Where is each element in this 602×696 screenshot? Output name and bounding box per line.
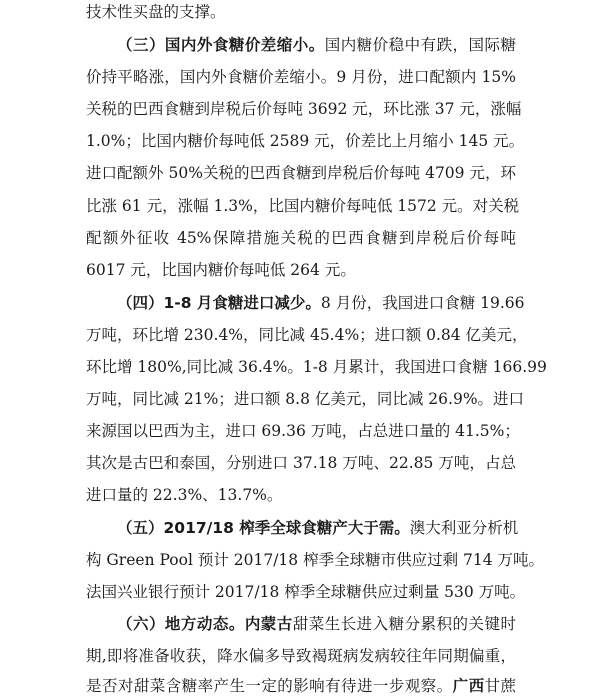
- section-heading: （五）2017/18 榨季全球食糖产大于需。: [117, 519, 410, 537]
- section-heading-line: （六）地方动态。内蒙古甜菜生长进入糖分累积的关键时: [117, 615, 516, 633]
- text-line: 法国兴业银行预计 2017/18 榨季全球糖供应过剩量 530 万吨。: [86, 583, 526, 601]
- region-name: 内蒙古: [244, 615, 293, 633]
- text-line: 1.0%；比国内糖价每吨低 2589 元，价差比上月缩小 145 元。: [86, 132, 525, 150]
- section-heading-line: （三）国内外食糖价差缩小。国内糖价稳中有跌，国际糖: [117, 36, 516, 54]
- text-line: 关税的巴西食糖到岸税后价每吨 3692 元，环比涨 37 元，涨幅: [86, 100, 522, 118]
- text-line: 6017 元，比国内糖价每吨低 264 元。: [86, 261, 356, 279]
- text-line: 来源国以巴西为主，进口 69.36 万吨，占总进口量的 41.5%；: [86, 422, 520, 440]
- text-line: 进口配额外 50%关税的巴西食糖到岸税后价每吨 4709 元，环: [86, 164, 516, 182]
- section-heading-line: （四）1-8 月食糖进口减少。8 月份，我国进口食糖 19.66: [117, 294, 525, 312]
- text-line: 技术性买盘的支撑。: [86, 3, 226, 21]
- text-line: 构 Green Pool 预计 2017/18 榨季全球糖市供应过剩 714 万吨。: [86, 551, 545, 569]
- text-line: 其次是古巴和泰国，分别进口 37.18 万吨、22.85 万吨，占总: [86, 454, 516, 472]
- section-heading-line: （五）2017/18 榨季全球食糖产大于需。澳大利亚分析机: [117, 519, 519, 537]
- text-line: 环比增 180%,同比减 36.4%。1-8 月累计，我国进口食糖 166.99: [86, 358, 547, 376]
- text-line: 万吨，同比减 21%；进口额 8.8 亿美元，同比减 26.9%。进口: [86, 390, 525, 408]
- section-heading: （六）地方动态。: [117, 615, 245, 633]
- text-line: 是否对甜菜含糖率产生一定的影响有待进一步观察。广西甘蔗: [86, 677, 516, 695]
- section-heading: （三）国内外食糖价差缩小。: [117, 36, 325, 54]
- section-heading: （四）1-8 月食糖进口减少。: [117, 294, 321, 312]
- text-line: 期,即将准备收获，降水偏多导致褐斑病发病较往年同期偏重，: [86, 647, 516, 665]
- text-line: 价持平略涨，国内外食糖价差缩小。9 月份，进口配额内 15%: [86, 68, 516, 86]
- text-line: 万吨，环比增 230.4%，同比减 45.4%；进口额 0.84 亿美元，: [86, 326, 528, 344]
- text-line: 比涨 61 元，涨幅 1.3%，比国内糖价每吨低 1572 元。对关税: [86, 197, 520, 215]
- region-name: 广西: [452, 677, 485, 695]
- text-line: 进口量的 22.3%、13.7%。: [86, 486, 283, 504]
- text-line: 配额外征收 45%保障措施关税的巴西食糖到岸税后价每吨: [86, 229, 516, 247]
